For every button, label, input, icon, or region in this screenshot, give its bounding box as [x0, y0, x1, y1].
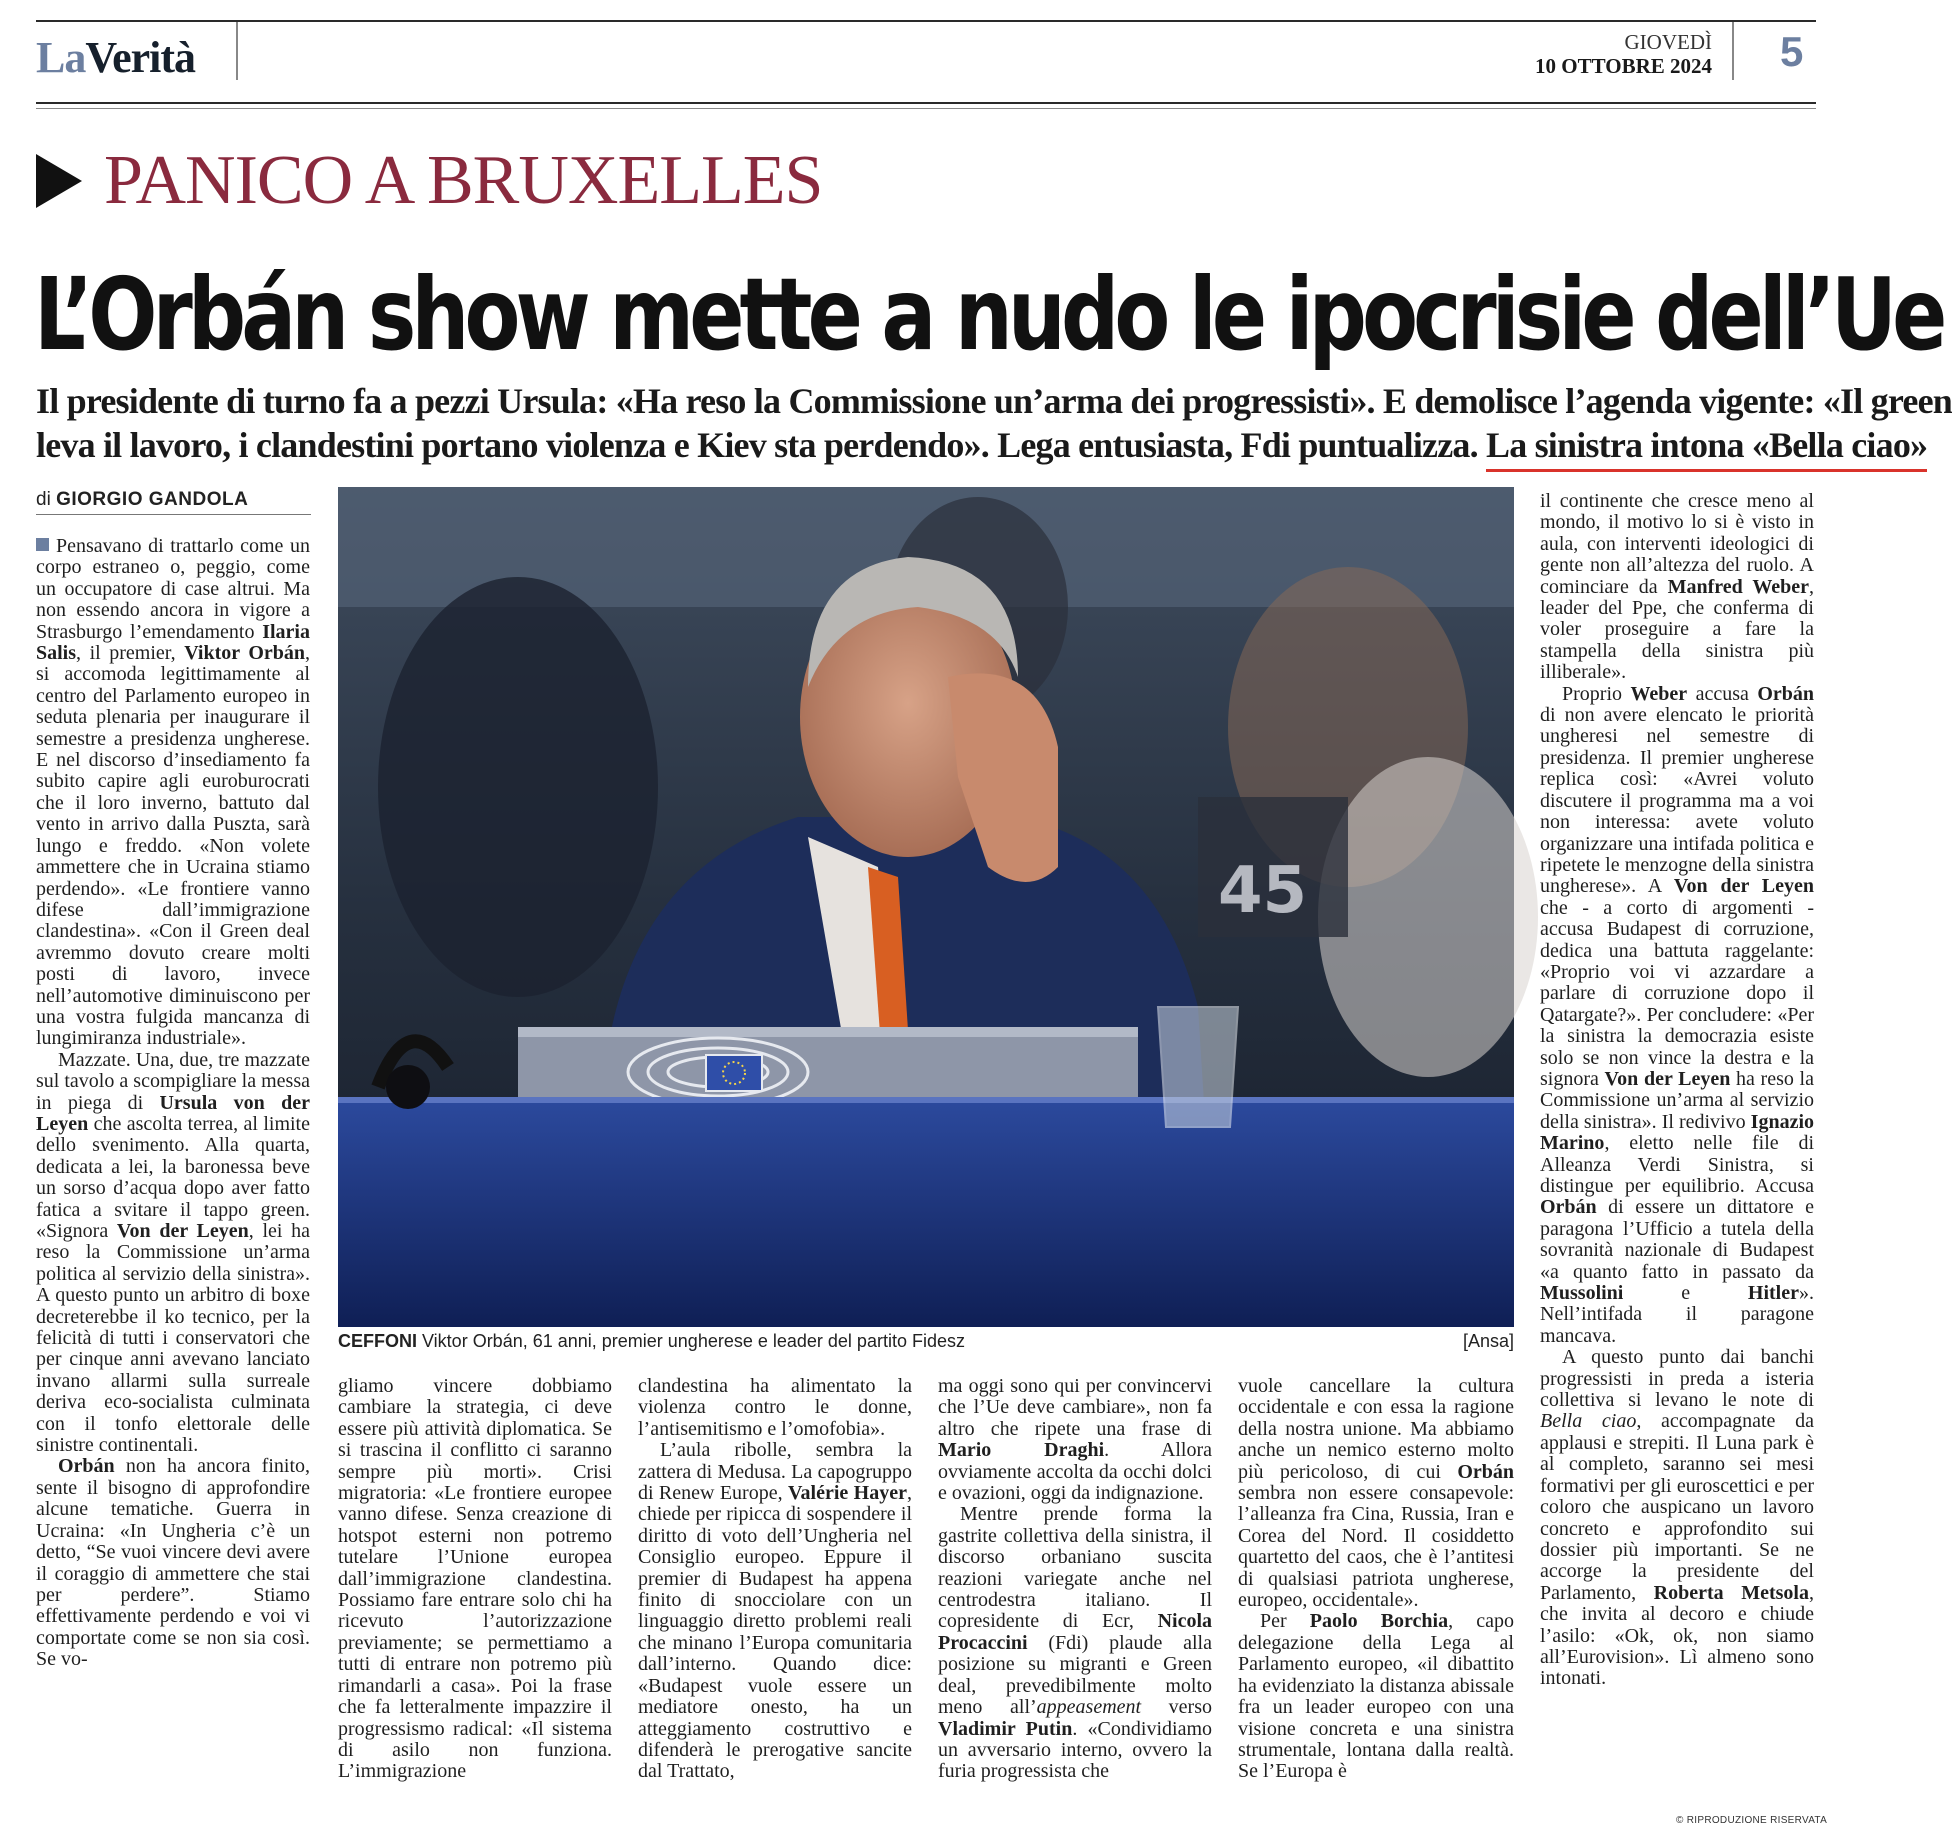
paragraph: L’aula ribolle, sembra la zattera di Medusa. La capogruppo di Renew Europe, Valérie Hayer, chiede per ripicca di sospendere il diritto di voto dell’Ungheria nel Consiglio europeo. Eppure il premier di Budapest ha appena finito di snocciolare con un linguaggio diretto problemi reali che minano l’Europa comunitaria dall’interno. Quando dice: «Budapest vuole essere un mediatore onesto, ha un atteggiamento costruttivo e difenderà le prerogative sancite dal Trattato, — [638, 1439, 912, 1783]
play-arrow-icon — [36, 154, 82, 208]
paragraph: clandestina ha alimentato la violenza contro le donne, l’antisemitismo e l’omofobia». — [638, 1375, 912, 1440]
article-column-4 — [938, 1376, 1212, 1783]
square-bullet-icon — [36, 538, 49, 551]
paragraph: Proprio Weber accusa Orbán di non avere elencato le priorità ungheresi nel semestre di presidenza. Il premier ungherese replica così: «Avrei voluto discutere il programma ma a voi non interessa: avete voluto organizzare una intifada politica e ripetete le menzogne della sinistra ungherese». A Von der Leyen che - a corto di argomenti - accusa Budapest di corruzione, dedica una battuta raggelante: «Proprio voi vi azzardare a parlare di corruzione dopo il Qatargate?». Per concludere: «Per la sinistra la democrazia esiste solo se non vince la destra e la signora Von der Leyen ha reso la Commissione un’arma al servizio della sinistra». Il redivivo Ignazio Marino, eletto nelle file di Alleanza Verdi Sinistra, si distingue per equilibrio. Accusa Orbán di essere un dittatore e paragona l’Ufficio a tutela della sovranità nazionale di Budapest «a quanto fatto in passato da Mussolini e Hitler». Nell’intifada il paragone mancava. — [1540, 682, 1814, 1347]
weekday: GIOVEDÌ — [1624, 30, 1712, 54]
desk-number: 45 — [1218, 854, 1308, 928]
copyright-notice: © RIPRODUZIONE RISERVATA — [1676, 1815, 1828, 1826]
issue-date: 10 OTTOBRE 2024 — [1535, 54, 1712, 78]
article-column-3 — [638, 1376, 912, 1783]
masthead-logo[interactable]: LaVerità — [36, 33, 196, 82]
headline: L’Orbán show mette a nudo le ipocrisie dell’Ue — [34, 256, 1943, 373]
paragraph: il continente che cresce meno al mondo, il motivo lo si è visto in aula, con interventi ideologici di gente non all’altezza del ruolo. A cominciare da Manfred Weber, leader del Ppe, che conferma di voler proseguire a fare la stampella della sinistra più illiberale». — [1540, 490, 1814, 684]
paragraph: Orbán non ha ancora finito, sente il bisogno di approfondire alcune tematiche. Guerra in Ucraina: «In Ungheria c’è un detto, “Se vuoi vincere devi avere il coraggio di ammettere che stai per perdere”. Stiamo effettivamente perdendo e voi vi comportate come se non sia così. Se vo- — [36, 1455, 310, 1671]
author-name: GIORGIO GANDOLA — [56, 489, 249, 510]
caption-text: Viktor Orbán, 61 anni, premier ungherese e leader del partito Fidesz — [417, 1331, 965, 1351]
header-rule-thin — [36, 108, 1816, 109]
date-divider — [1732, 22, 1734, 80]
photo-credit: [Ansa] — [1462, 1331, 1514, 1351]
paragraph: ma oggi sono qui per convincervi che l’Ue deve cambiare», non fa altro che ripete una frase di Mario Draghi. Allora ovviamente accolta da occhi dolci e ovazioni, oggi da indignazione. — [938, 1375, 1212, 1505]
underlined-highlight: La sinistra intona «Bella ciao» — [1486, 425, 1927, 472]
article-column-1 — [36, 536, 310, 1671]
paragraph: Mazzate. Una, due, tre mazzate sul tavolo a scompigliare la messa in piega di Ursula von der Leyen che ascolta terrea, al limite dello svenimento. Alla quarta, dedicata a lei, la baronessa beve un sorso d’acqua dopo aver fatto fatica a svitare il tappo green. «Signora Von der Leyen, lei ha reso la Commissione un’arma politica al servizio della sinistra». A questo punto un arbitro di boxe decreterebbe il ko tecnico, per la felicità di tutti i conservatori che per cinque anni avevano lanciato invano allarmi sulla surreale deriva eco-socialista culminata con il tonfo elettorale delle sinistre continentali. — [36, 1048, 310, 1457]
kicker — [36, 142, 823, 219]
article-column-5 — [1238, 1376, 1514, 1783]
paragraph: Pensavano di trattarlo come un corpo estraneo o, peggio, come un occupatore di case altrui. Ma non essendo ancora in vigore a Strasburgo l’emendamento Ilaria Salis, il premier, Viktor Orbán, si accomoda legittimamente al centro del Parlamento europeo in seduta plenaria per inaugurare il semestre a presidenza ungherese. E nel discorso d’insediamento fa subito capire agli euroburocrati che il loro inverno, battuto dal vento in arrivo dalla Puszta, sarà lungo e freddo. «Non volete ammettere che in Ucraina stiamo perdendo». «Le frontiere vanno difese dall’immigrazione clandestina». «Con il Green deal avremmo dovuto creare molti posti di lavoro, invece nell’automotive diminuiscono per una vostra fulgida mancanza di lungimiranza industriale». — [36, 535, 310, 1050]
masthead-divider — [236, 22, 238, 80]
kicker-text: PANICO A BRUXELLES — [104, 142, 823, 219]
photo-caption — [338, 1331, 1514, 1352]
article-photo — [338, 487, 1514, 1327]
paragraph: Per Paolo Borchia, capo delegazione della Lega al Parlamento europeo, «il dibattito ha evidenziato la distanza abissale fra un leader europeo con una visione concreta e una sinistra strumentale, lontana dalla realtà. Se l’Europa è — [1238, 1610, 1514, 1783]
byline: di GIORGIO GANDOLA — [36, 489, 311, 515]
header-rule — [36, 102, 1816, 104]
paragraph: Mentre prende forma la gastrite collettiva della sinistra, il discorso orbaniano suscita reazioni variegate anche nel centrodestra italiano. Il copresidente di Ecr, Nicola Procaccini (Fdi) plaude alla posizione su migranti e Green deal, prevedibilmente molto meno all’appeasement verso Vladimir Putin. «Condividiamo un avversario interno, ovvero la furia progressista che — [938, 1503, 1212, 1783]
article-column-6 — [1540, 491, 1814, 1690]
caption-label: CEFFONI — [338, 1331, 417, 1351]
paragraph: gliamo vincere dobbiamo cambiare la strategia, ci deve essere più attività diplomatica. Se si trascina il conflitto ci saranno sempre più morti». Crisi migratoria: «Le frontiere europee vanno difese. Senza creazione di hotspot esterni non potremo tutelare l’Unione europea dall’immigrazione clandestina. Possiamo fare entrare solo chi ha ricevuto l’autorizzazione previamente; se permettiamo a tutti di entrare non potremo più rimandarli a casa». Poi la frase che fa letteralmente impazzire il progressismo radical: «Il sistema di asilo non funziona. L’immigrazione — [338, 1375, 612, 1783]
page-number: 5 — [1780, 28, 1804, 75]
subheadline-line-1: Il presidente di turno fa a pezzi Ursula: «Ha reso la Commissione un’arma dei progressisti». E demolisce l’agenda vigente: «Il green — [36, 381, 1952, 421]
photo-illustration — [338, 487, 1514, 1327]
subheadline-line-2: leva il lavoro, i clandestini portano violenza e Kiev sta perdendo». Lega entusiasta, Fdi puntualizza. La sinistra intona «Bella ciao» — [36, 425, 1927, 465]
paragraph: A questo punto dai banchi progressisti in preda a isteria collettiva si levano le note di Bella ciao, accompagnate da applausi e strepiti. Il Luna park è al completo, saranno sei mesi formativi per gli euroscettici e per coloro che auspicano un lavoro concreto e approfondito sui dossier più importanti. Se ne accorge la presidente del Parlamento, Roberta Metsola, che invita al decoro e chiude l’asilo: «Ok, ok, non siamo all’Eurovision». Lì almeno sono intonati. — [1540, 1346, 1814, 1690]
paragraph: vuole cancellare la cultura occidentale e con essa la ragione della nostra unione. Ma abbiamo anche un nemico esterno molto più pericoloso, di cui Orbán sembra non essere consapevole: l’alleanza fra Cina, Russia, Iran e Corea del Nord. Il cosiddetto quartetto del caos, che è l’antitesi di qualsiasi patriota ungherese, europeo, occidentale». — [1238, 1375, 1514, 1612]
article-column-2 — [338, 1376, 612, 1783]
date-block — [1535, 30, 1712, 78]
